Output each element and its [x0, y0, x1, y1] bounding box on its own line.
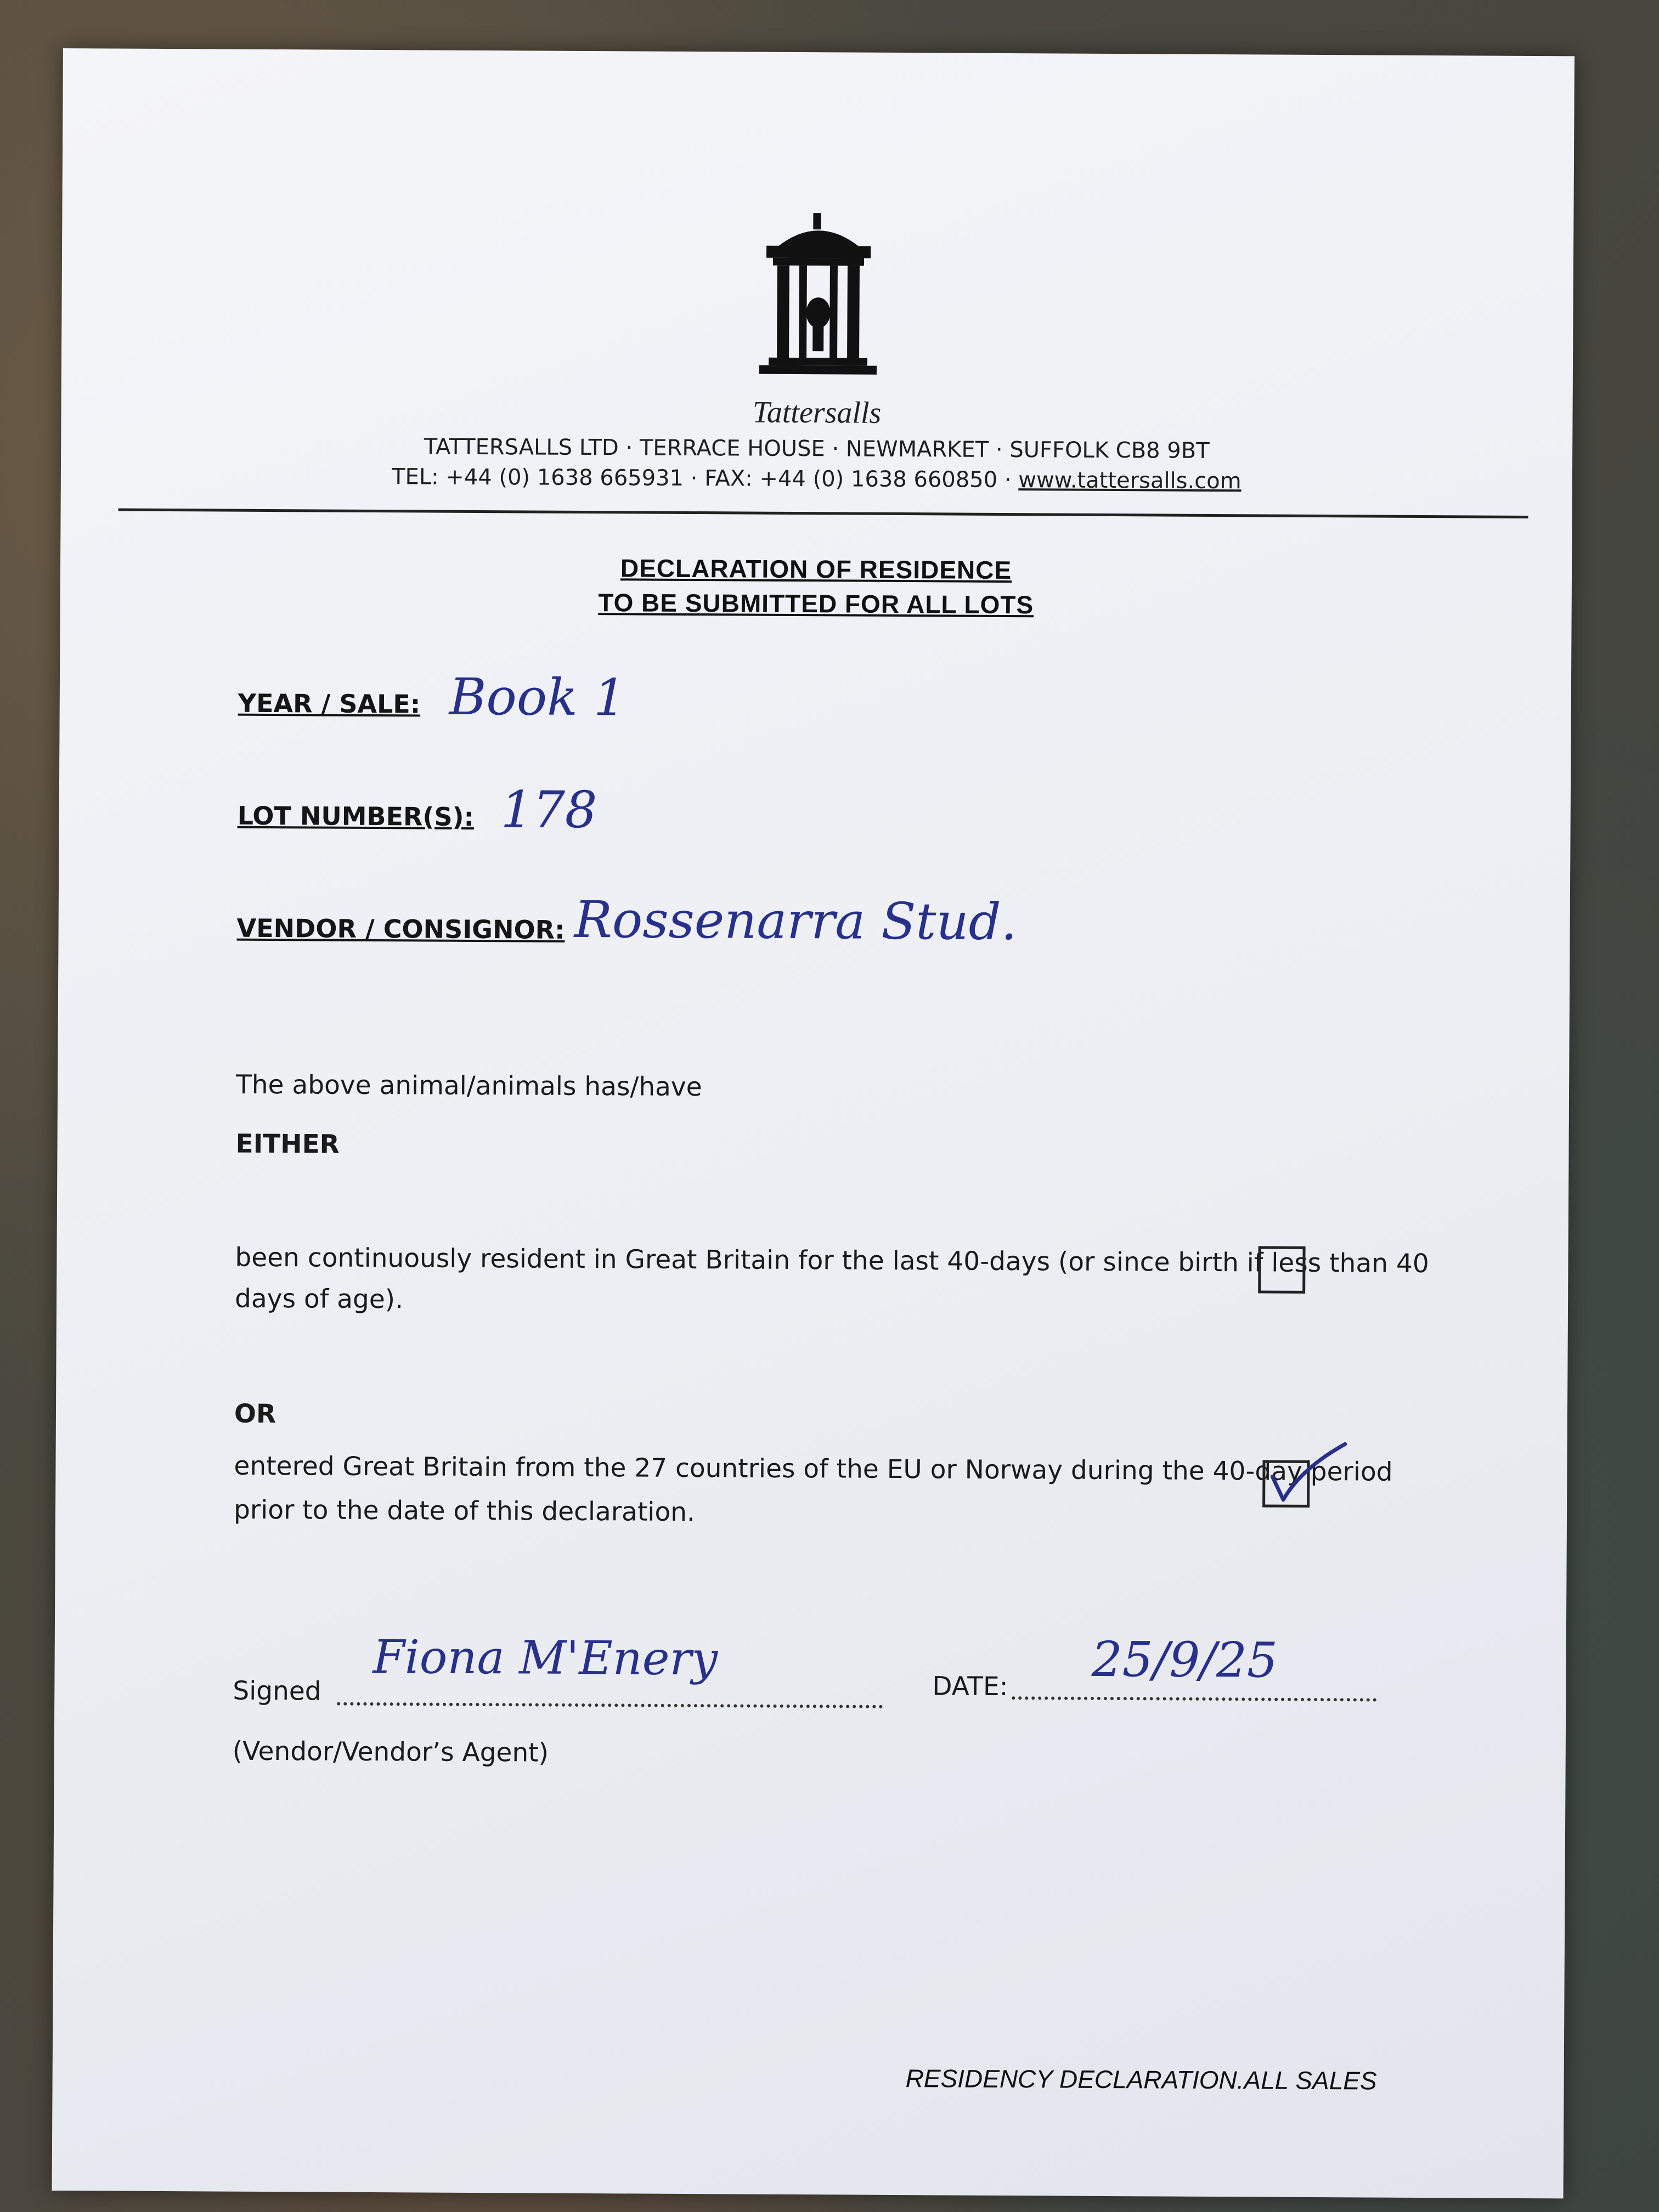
option1-line2: days of age).: [234, 1283, 404, 1315]
date-line: [1012, 1696, 1376, 1701]
year-sale-value[interactable]: Book 1: [449, 667, 627, 727]
declaration-form: [52, 48, 1575, 2198]
lot-number-label: LOT NUMBER(S):: [237, 800, 475, 832]
signer-role: (Vendor/Vendor’s Agent): [232, 1736, 549, 1768]
brand-name: Tattersalls: [752, 395, 882, 430]
lot-number-value[interactable]: 178: [500, 780, 597, 840]
option1-line1: been continuously resident in Great Britain for the last 40-days (or since birth if less than 40: [235, 1242, 1429, 1279]
checkmark-icon: [1262, 1438, 1345, 1504]
footer-reference: RESIDENCY DECLARATION.ALL SALES: [905, 2064, 1377, 2095]
vendor-value[interactable]: Rossenarra Stud.: [574, 890, 1018, 952]
signature-line: [337, 1702, 883, 1708]
signed-label: Signed: [233, 1675, 321, 1707]
tattersalls-logo: [755, 208, 882, 396]
contact-line: [61, 462, 1572, 495]
phone-fax: TEL: +44 (0) 1638 665931 · FAX: +44 (0) 1638 660850 ·: [392, 464, 1012, 493]
either-label: EITHER: [235, 1128, 340, 1160]
date-label: DATE:: [932, 1671, 1008, 1702]
or-label: OR: [234, 1398, 276, 1430]
form-subtitle: TO BE SUBMITTED FOR ALL LOTS: [598, 588, 1034, 619]
signature-value[interactable]: Fiona M'Enery: [373, 1629, 718, 1686]
website-link[interactable]: www.tattersalls.com: [1018, 467, 1242, 494]
year-sale-label: YEAR / SALE:: [238, 688, 421, 719]
option2-checkbox[interactable]: [1262, 1460, 1310, 1507]
option2-line2: prior to the date of this declaration.: [233, 1494, 696, 1528]
header-divider: [119, 509, 1528, 518]
form-title: DECLARATION OF RESIDENCE: [620, 554, 1012, 585]
date-value[interactable]: 25/9/25: [1091, 1630, 1278, 1689]
vendor-label: VENDOR / CONSIGNOR:: [236, 913, 565, 945]
statement-intro: The above animal/animals has/have: [235, 1069, 702, 1103]
company-address: TATTERSALLS LTD · TERRACE HOUSE · NEWMARKET · SUFFOLK CB8 9BT: [424, 434, 1210, 464]
option1-checkbox[interactable]: [1258, 1246, 1305, 1293]
option2-line1: entered Great Britain from the 27 countries of the EU or Norway during the 40-day period: [234, 1451, 1393, 1487]
